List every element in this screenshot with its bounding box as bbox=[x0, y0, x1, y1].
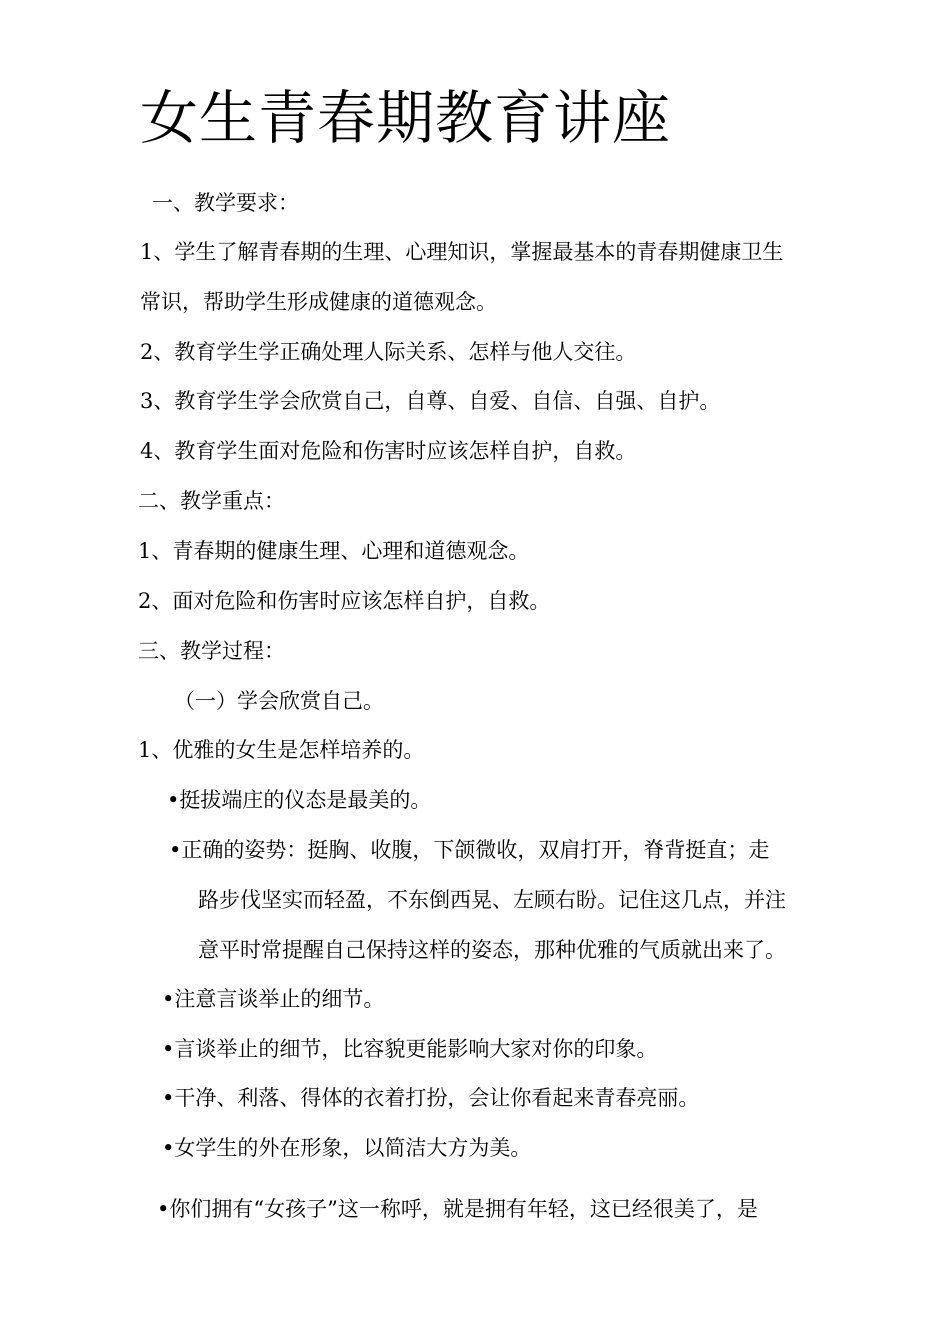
paragraph-line: 2、教育学生学正确处理人际关系、怎样与他人交往。 bbox=[140, 340, 637, 364]
paragraph-line: 4、教育学生面对危险和伤害时应该怎样自护，自救。 bbox=[140, 439, 637, 463]
paragraph-line: 1、优雅的女生是怎样培养的。 bbox=[138, 738, 425, 762]
section-heading-requirements: 一、教学要求： bbox=[152, 191, 299, 215]
bullet-line: •正确的姿势：挺胸、收腹，下颌微收，双肩打开，脊背挺直；走 bbox=[169, 838, 770, 862]
subsection-heading: （一）学会欣赏自己。 bbox=[174, 689, 384, 713]
bullet-continuation-line: 意平时常提醒自己保持这样的姿态，那种优雅的气质就出来了。 bbox=[198, 938, 786, 962]
bullet-continuation-line: 路步伐坚实而轻盈，不东倒西晃、左顾右盼。记住这几点，并注 bbox=[198, 888, 786, 912]
paragraph-line: 1、青春期的健康生理、心理和道德观念。 bbox=[138, 539, 530, 563]
document-title: 女生青春期教育讲座 bbox=[140, 84, 672, 152]
bullet-line: •注意言谈举止的细节。 bbox=[162, 987, 385, 1011]
section-heading-process: 三、教学过程： bbox=[138, 639, 285, 663]
bullet-line: •言谈举止的细节，比容貌更能影响大家对你的印象。 bbox=[162, 1037, 658, 1061]
bullet-line: •干净、利落、得体的衣着打扮，会让你看起来青春亮丽。 bbox=[162, 1086, 700, 1110]
bullet-line: •挺拔端庄的仪态是最美的。 bbox=[167, 788, 432, 812]
paragraph-line: 3、教育学生学会欣赏自己，自尊、自爱、自信、自强、自护。 bbox=[140, 389, 721, 413]
paragraph-line: 常识，帮助学生形成健康的道德观念。 bbox=[140, 290, 497, 314]
paragraph-line: 2、面对危险和伤害时应该怎样自护，自救。 bbox=[138, 589, 551, 613]
bullet-line: •你们拥有“女孩子”这一称呼，就是拥有年轻，这已经很美了，是 bbox=[157, 1197, 758, 1221]
paragraph-line: 1、学生了解青春期的生理、心理知识，掌握最基本的青春期健康卫生 bbox=[140, 240, 784, 264]
bullet-line: •女学生的外在形象，以简洁大方为美。 bbox=[162, 1136, 532, 1160]
section-heading-key-points: 二、教学重点： bbox=[138, 489, 285, 513]
